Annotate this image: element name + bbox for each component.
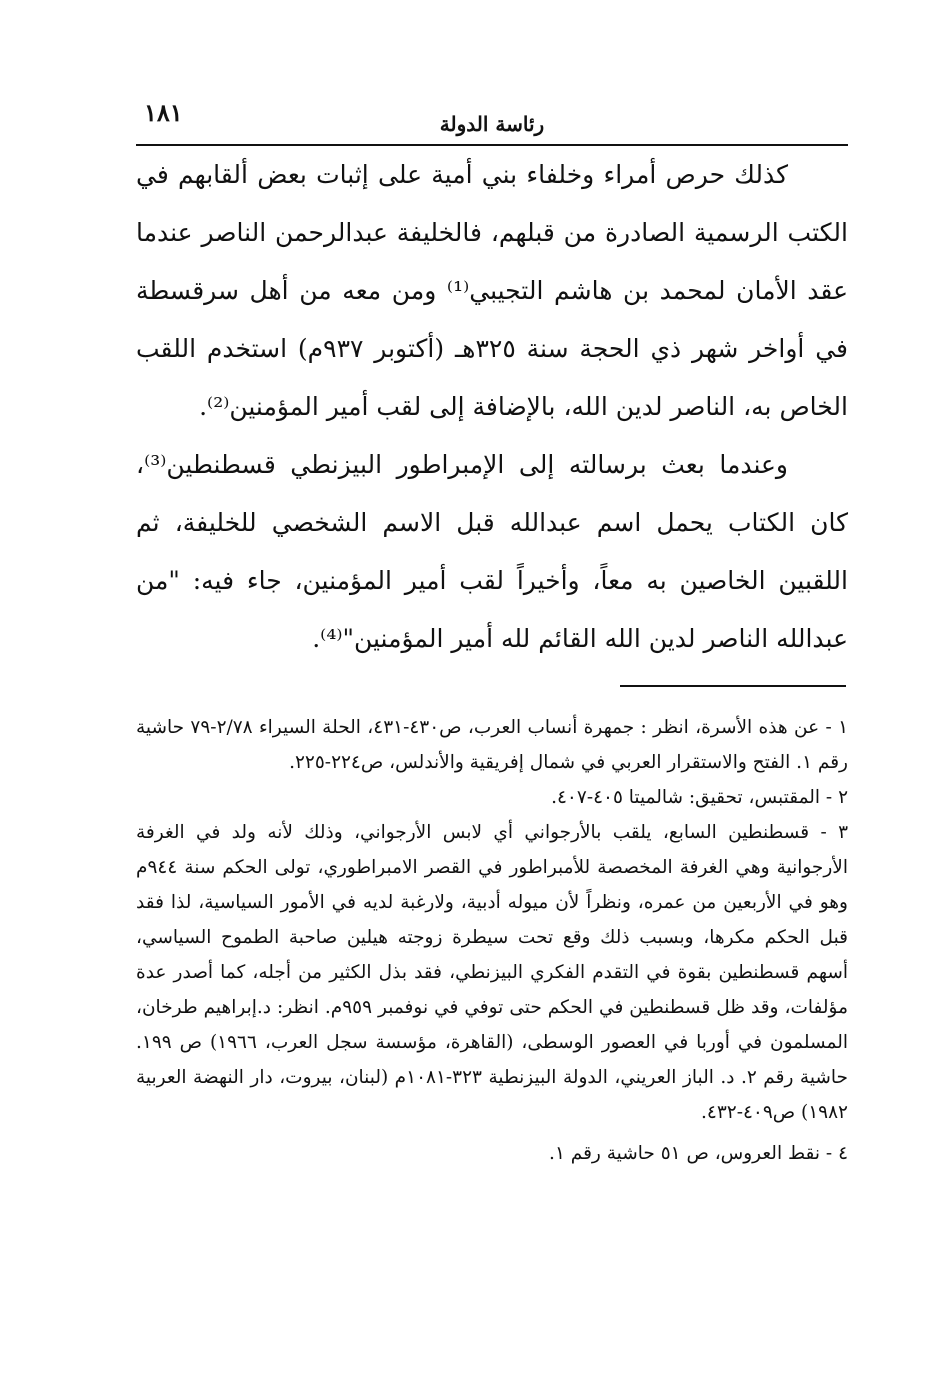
page-number: ١٨١ (144, 98, 183, 127)
footnote-4: ٤ - نقط العروس، ص ٥١ حاشية رقم ١. (549, 1143, 848, 1164)
running-title: رئاسة الدولة (439, 112, 545, 136)
page-header (136, 96, 848, 146)
footnote-separator (620, 685, 846, 687)
paragraph-2: وعندما بعث برسالته إلى الإمبراطور البيزنطي قسطنطين⁽³⁾، كان الكتاب يحمل اسم عبدالله قبل الاسم الشخصي للخليفة، ثم اللقبين الخاصين به معاً، وأخيراً لقب أمير المؤمنين، جاء فيه: "من عبدالله الناصر لدين الله القائم لله أمير المؤمنين"⁽⁴⁾. (136, 450, 848, 653)
main-text (136, 146, 848, 668)
footnote-1: ١ - عن هذه الأسرة، انظر : جمهرة أنساب العرب، ص٤٣٠-٤٣١، الحلة السيراء ٢/٧٨-٧٩ حاشية رقم ١. الفتح والاستقرار العربي في شمال إفريقية والأندلس، ص٢٢٤-٢٢٥. (136, 717, 848, 773)
footnotes (136, 710, 848, 1171)
footnote-3: ٣ - قسطنطين السابع، يلقب بالأرجواني أي لابس الأرجواني، وذلك لأنه ولد في الغرفة الأرجوانية وهي الغرفة المخصصة للأمبراطور في القصر الامبراطوري، تولى الحكم سنة ٩٤٤م وهو في الأربعين من عمره، ونظراً لأن ميوله أدبية، ولارغبة لديه في الأمور السياسية، لذا فقد قبل الحكم مكرها، وبسبب ذلك وقع تحت سيطرة زوجته هيلين صاحبة الطموح السياسي، أسهم قسطنطين بقوة في التقدم الفكري البيزنطي، فقد بذل الكثير من أجله، كما أصدر عدة مؤلفات، وقد ظل قسطنطين في الحكم حتى توفي في نوفمبر ٩٥٩م. انظر: د.إبراهيم طرخان، المسلمون في أوربا في العصور الوسطى، (القاهرة، مؤسسة سجل العرب، ١٩٦٦) ص ١٩٩. حاشية رقم ٢. د. الباز العريني، الدولة البيزنطية ٣٢٣-١٠٨١م (لبنان، بيروت، دار النهضة العربية ١٩٨٢) ص٤٠٩-٤٣٢. (136, 822, 848, 1123)
paragraph-1: كذلك حرص أمراء وخلفاء بني أمية على إثبات بعض ألقابهم في الكتب الرسمية الصادرة من قبلهم، فالخليفة عبدالرحمن الناصر عندما عقد الأمان لمحمد بن هاشم التجيبي⁽¹⁾ ومن معه من أهل سرقسطة في أواخر شهر ذي الحجة سنة ٣٢٥هـ (أكتوبر ٩٣٧م) استخدم اللقب الخاص به، الناصر لدين الله، بالإضافة إلى لقب أمير المؤمنين⁽²⁾. (136, 160, 848, 421)
footnote-2: ٢ - المقتبس، تحقيق: شالميتا ٤٠٥-٤٠٧. (551, 787, 848, 808)
